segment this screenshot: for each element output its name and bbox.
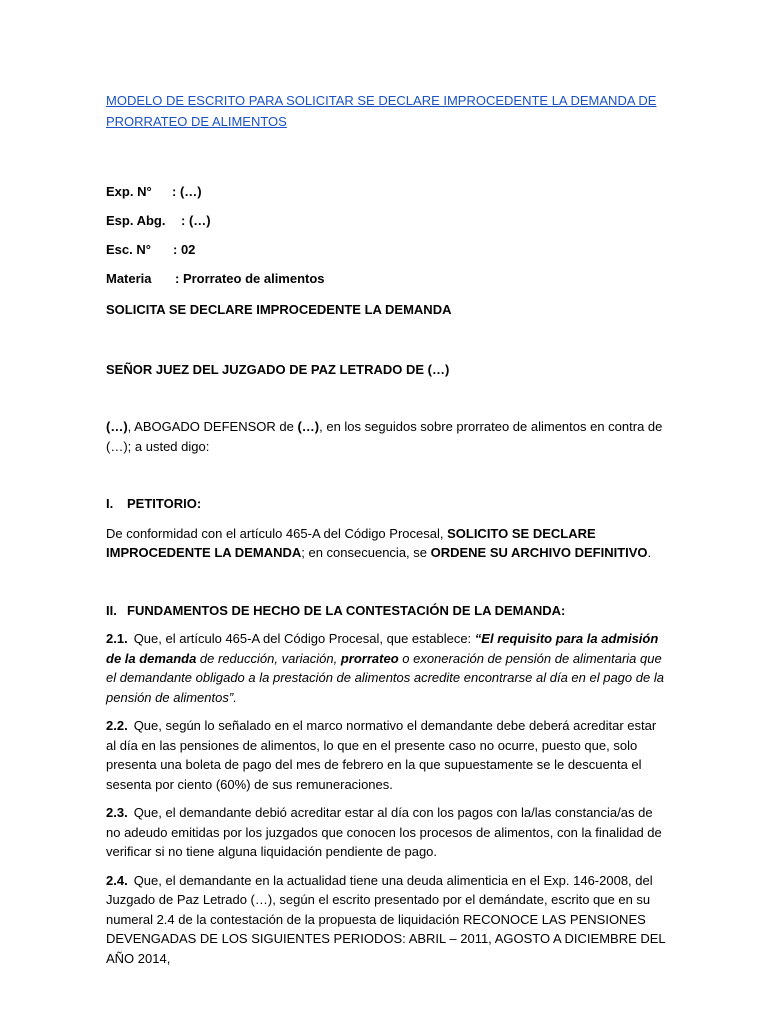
meta-value: : Prorrateo de alimentos [175, 271, 325, 286]
meta-value: : 02 [173, 242, 196, 257]
meta-expediente [106, 182, 666, 211]
meta-value: : (…) [181, 213, 211, 228]
section-number: II. [106, 602, 117, 618]
meta-value: : (…) [172, 184, 202, 199]
section-heading-petitorio [106, 494, 666, 514]
section-title: PETITORIO: [127, 496, 202, 511]
item-text: Que, el demandante debió acreditar estar al día con los pagos con la/las constancia/as de no adeudo emitidas por los juzgados que conocen los procesos de alimentos, con la finalidad de verificar si no tiene alguna liquidación pendiente de pago. [106, 805, 662, 859]
addressee: SEÑOR JUEZ DEL JUZGADO DE PAZ LETRADO DE (…) [106, 361, 450, 377]
text-run: De conformidad con el artículo 465-A del Código Procesal, [106, 525, 448, 541]
meta-escrito [106, 240, 666, 269]
text-run: ; en consecuencia, se [301, 545, 431, 560]
intro-client: (…) [297, 419, 320, 434]
item-text: Que, el demandante en la actualidad tiene una deuda alimenticia en el Exp. 146-2008, del Juzgado de Paz Letrado (…), según el escrito presentado por el demándate, escrito que en su numeral 2.4 de la contestación de la propuesta de liquidación RECONOCE LAS PENSIONES DEVENGADAS DE LOS SIGUIENTES PERIODOS: ABRIL – 2011, AGOSTO A DICIEMBRE DEL AÑO 2014, [106, 872, 666, 966]
item-number: 2.3. [106, 805, 128, 820]
meta-materia [106, 269, 666, 298]
meta-especialista [106, 211, 666, 240]
meta-label: Exp. N° [106, 184, 152, 199]
intro-paragraph [106, 417, 666, 456]
intro-text: , ABOGADO DEFENSOR de [127, 419, 298, 434]
document-title[interactable]: MODELO DE ESCRITO PARA SOLICITAR SE DECLARE IMPROCEDENTE LA DEMANDA DE PRORRATEO DE ALIMENTOS [106, 93, 657, 129]
text-run-bold-italic: “El requisito para la admisión de la demanda [106, 631, 659, 666]
section-number: I. [106, 496, 114, 511]
item-number: 2.4. [106, 872, 128, 888]
fundamento-item [106, 803, 666, 862]
fundamento-item [106, 716, 666, 794]
item-number: 2.2. [106, 718, 128, 733]
meta-label: Esc. N° [106, 242, 151, 257]
text-run: . [647, 545, 652, 560]
document-body [106, 90, 666, 968]
meta-label: Materia [106, 271, 152, 286]
item-number: 2.1. [106, 631, 128, 646]
item-text: Que, según lo señalado en el marco normativo el demandante debe deberá acreditar estar al día en las pensiones de alimentos, lo que en el presente caso no ocurre, puesto que, solo presenta una boleta de pago del mes de febrero en la que supuestamente se le descuenta el sesenta por ciento (60%) de sus remuneraciones. [106, 718, 657, 792]
meta-label: Esp. Abg. [106, 213, 166, 228]
case-metadata [106, 182, 666, 298]
text-run-bold: ORDENE SU ARCHIVO DEFINITIVO [430, 545, 648, 560]
intro-party: (…) [106, 419, 128, 434]
petitorio-paragraph [106, 524, 666, 563]
text-run: Que, el artículo 465-A del Código Procesal, que establece: [133, 631, 475, 646]
text-run-italic: de reducción, variación, [196, 650, 341, 666]
section-heading-fundamentos [106, 601, 666, 621]
section-title: FUNDAMENTOS DE HECHO DE LA CONTESTACIÓN DE LA DEMANDA: [127, 602, 566, 618]
fundamento-item [106, 871, 666, 969]
sumilla: SOLICITA SE DECLARE IMPROCEDENTE LA DEMANDA [106, 302, 452, 317]
text-run-bold-italic: prorrateo [340, 650, 399, 666]
intro-text: , en los seguidos sobre prorrateo de alimentos en contra de (…); a usted digo: [106, 419, 663, 454]
text-run-italic: o exoneración de pensión de alimentaria que el demandante obligado a la prestación de alimentos acredite encontrarse al día en el pago de la pensión de alimentos”. [106, 650, 664, 705]
fundamento-item [106, 629, 666, 707]
text-run-bold: SOLICITO SE DECLARE IMPROCEDENTE LA DEMANDA [106, 525, 596, 560]
